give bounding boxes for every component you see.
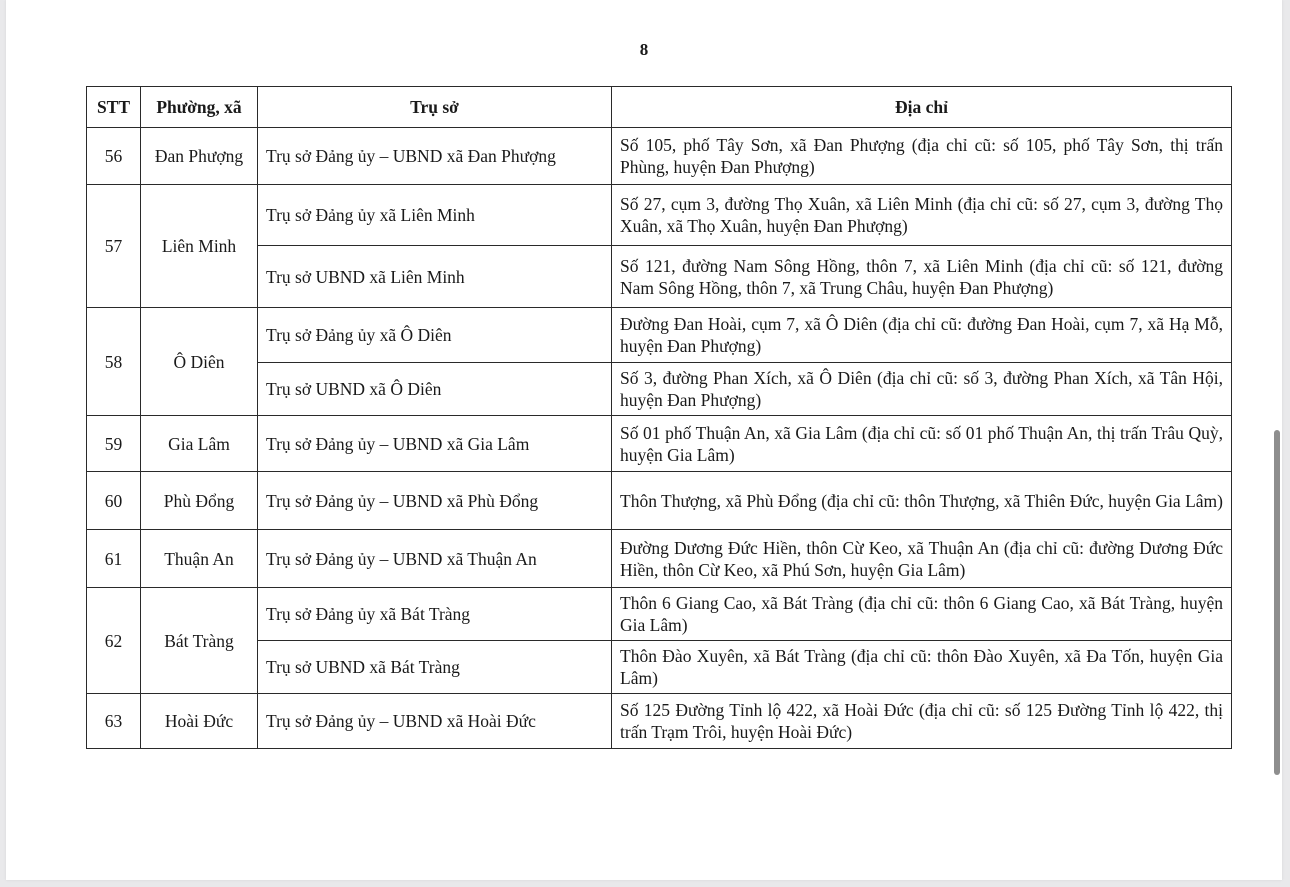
row-ward: Liên Minh: [141, 185, 258, 308]
table-row: [87, 308, 1232, 363]
row-address: Thôn Thượng, xã Phù Đổng (địa chỉ cũ: thôn Thượng, xã Thiên Đức, huyện Gia Lâm): [612, 472, 1232, 530]
row-stt: 59: [87, 416, 141, 472]
row-office: Trụ sở Đảng ủy xã Bát Tràng: [258, 588, 612, 641]
table-row: [87, 363, 1232, 416]
row-ward: Phù Đổng: [141, 472, 258, 530]
row-address: Số 01 phố Thuận An, xã Gia Lâm (địa chỉ cũ: số 01 phố Thuận An, thị trấn Trâu Quỳ, huyện Gia Lâm): [612, 416, 1232, 472]
row-address: Đường Dương Đức Hiền, thôn Cừ Keo, xã Thuận An (địa chỉ cũ: đường Dương Đức Hiền, thôn Cừ Keo, xã Phú Sơn, huyện Gia Lâm): [612, 530, 1232, 588]
header-ward: Phường, xã: [141, 87, 258, 128]
row-office: Trụ sở Đảng ủy – UBND xã Hoài Đức: [258, 694, 612, 749]
table-row: [87, 641, 1232, 694]
row-stt: 56: [87, 128, 141, 185]
table-row: [87, 185, 1232, 246]
table-row: [87, 128, 1232, 185]
table-row: [87, 416, 1232, 472]
page-number: 8: [639, 40, 649, 59]
row-stt: 63: [87, 694, 141, 749]
row-office: Trụ sở Đảng ủy – UBND xã Đan Phượng: [258, 128, 612, 185]
row-address: Số 27, cụm 3, đường Thọ Xuân, xã Liên Minh (địa chỉ cũ: số 27, cụm 3, đường Thọ Xuân, xã Thọ Xuân, huyện Đan Phượng): [612, 185, 1232, 246]
row-office: Trụ sở Đảng ủy xã Liên Minh: [258, 185, 612, 246]
vertical-scrollbar[interactable]: [1274, 430, 1280, 775]
row-address: Số 3, đường Phan Xích, xã Ô Diên (địa chỉ cũ: số 3, đường Phan Xích, xã Tân Hội, huyện Đan Phượng): [612, 363, 1232, 416]
row-stt: 58: [87, 308, 141, 416]
table-header-row: [87, 87, 1232, 128]
row-ward: Ô Diên: [141, 308, 258, 416]
row-address: Số 125 Đường Tỉnh lộ 422, xã Hoài Đức (địa chỉ cũ: số 125 Đường Tỉnh lộ 422, thị trấn Trạm Trôi, huyện Hoài Đức): [612, 694, 1232, 749]
row-address: Thôn 6 Giang Cao, xã Bát Tràng (địa chỉ cũ: thôn 6 Giang Cao, xã Bát Tràng, huyện Gia Lâm): [612, 588, 1232, 641]
row-ward: Bát Tràng: [141, 588, 258, 694]
row-ward: Gia Lâm: [141, 416, 258, 472]
table-row: [87, 246, 1232, 308]
row-office: Trụ sở Đảng ủy – UBND xã Phù Đổng: [258, 472, 612, 530]
header-stt: STT: [87, 87, 141, 128]
row-stt: 57: [87, 185, 141, 308]
table-row: [87, 588, 1232, 641]
row-office: Trụ sở Đảng ủy xã Ô Diên: [258, 308, 612, 363]
header-address: Địa chỉ: [612, 87, 1232, 128]
row-ward: Đan Phượng: [141, 128, 258, 185]
row-address: Số 121, đường Nam Sông Hồng, thôn 7, xã Liên Minh (địa chỉ cũ: số 121, đường Nam Sông Hồng, thôn 7, xã Trung Châu, huyện Đan Phượng): [612, 246, 1232, 308]
row-ward: Thuận An: [141, 530, 258, 588]
row-stt: 62: [87, 588, 141, 694]
office-address-table: [86, 86, 1232, 749]
header-office: Trụ sở: [258, 87, 612, 128]
table-row: [87, 472, 1232, 530]
row-stt: 60: [87, 472, 141, 530]
document-page: [6, 0, 1282, 880]
table-row: [87, 530, 1232, 588]
row-address: Số 105, phố Tây Sơn, xã Đan Phượng (địa chỉ cũ: số 105, phố Tây Sơn, thị trấn Phùng, huyện Đan Phượng): [612, 128, 1232, 185]
row-office: Trụ sở UBND xã Ô Diên: [258, 363, 612, 416]
row-address: Thôn Đào Xuyên, xã Bát Tràng (địa chỉ cũ: thôn Đào Xuyên, xã Đa Tốn, huyện Gia Lâm): [612, 641, 1232, 694]
row-office: Trụ sở UBND xã Bát Tràng: [258, 641, 612, 694]
row-office: Trụ sở UBND xã Liên Minh: [258, 246, 612, 308]
row-address: Đường Đan Hoài, cụm 7, xã Ô Diên (địa chỉ cũ: đường Đan Hoài, cụm 7, xã Hạ Mỗ, huyện Đan Phượng): [612, 308, 1232, 363]
table-row: [87, 694, 1232, 749]
row-stt: 61: [87, 530, 141, 588]
row-office: Trụ sở Đảng ủy – UBND xã Thuận An: [258, 530, 612, 588]
row-office: Trụ sở Đảng ủy – UBND xã Gia Lâm: [258, 416, 612, 472]
row-ward: Hoài Đức: [141, 694, 258, 749]
